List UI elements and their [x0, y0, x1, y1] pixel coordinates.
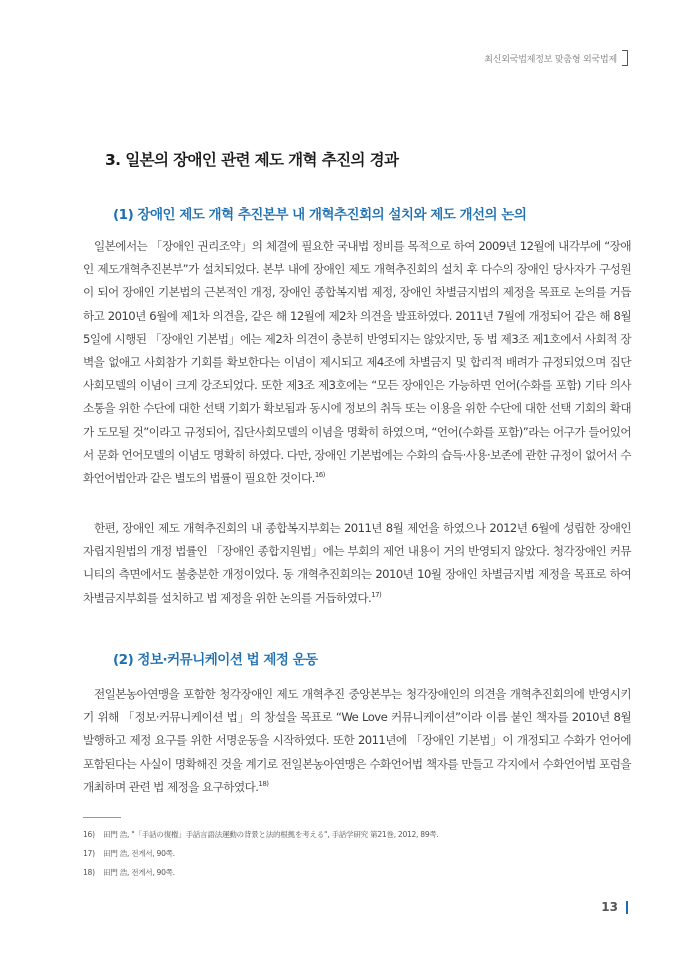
footnote-number: 17) — [83, 849, 95, 858]
page-number — [601, 900, 628, 914]
footnote-divider — [83, 817, 121, 818]
paragraph-3 — [83, 683, 631, 799]
header-bracket-mark — [622, 50, 628, 66]
section-title: 3. 일본의 장애인 관련 제도 개혁 추진의 경과 — [105, 151, 399, 169]
paragraph-2-text: 한편, 장애인 제도 개혁추진회의 내 종합복지부회는 2011년 8월 제언을 하였으나 2012년 6월에 성립한 장애인 자립지원법의 개정 법률인 「장애인 종합지원법」에는 부회의 제언 내용이 거의 반영되지 않았다. 청각장애인 커뮤니티의 측면에서도 불충분한 개정이었다. 동 개혁추진회의는 2010년 10월 장애인 차별금지법 제정을 목표로 하여 차별금지부회를 설치하고 법 제정을 위한 논의를 거듭하였다. — [83, 521, 631, 605]
footnote-number: 16) — [83, 830, 95, 839]
footnote-18 — [83, 863, 631, 882]
footnote-number: 18) — [83, 868, 95, 877]
footnote-text: 田門 浩, "「手話の復権」手話言語法運動の背景と法的根拠を考える", 手話学研究 第21巻, 2012, 89쪽. — [103, 830, 439, 839]
running-header — [484, 50, 628, 66]
footnote-text: 田門 浩, 전게서, 90쪽. — [103, 849, 175, 858]
footnote-16 — [83, 825, 631, 844]
paragraph-3-text: 전일본농아연맹을 포함한 청각장애인 제도 개혁추진 중앙본부는 청각장애인의 의견을 개혁추진회의에 반영시키기 위해 「정보·커뮤니케이션 법」의 창설을 목표로 “We Love 커뮤니케이션”이라 이름 붙인 책자를 2010년 8월 발행하고 제정 요구를 위한 서명운동을 시작하였다. 또한 2011년에 「장애인 기본법」이 개정되고 수화가 언어에 포함된다는 사실이 명확해진 것을 계기로 전일본농아연맹은 수화언어법 책자를 만들고 각지에서 수화언어법 포럼을 개최하며 관련 법 제정을 요구하였다. — [83, 687, 631, 794]
footnote-17 — [83, 844, 631, 863]
running-header-title: 최신외국법제정보 맞춤형 외국법제 — [484, 54, 617, 65]
footnote-ref-16[interactable]: 16) — [314, 471, 325, 480]
page-number-value: 13 — [601, 900, 618, 914]
paragraph-2 — [83, 517, 631, 610]
paragraph-1-text: 일본에서는 「장애인 권리조약」의 체결에 필요한 국내법 정비를 목적으로 하여 2009년 12월에 내각부에 “장애인 제도개혁추진본부”가 설치되었다. 본부 내에 장애인 제도 개혁추진회의 설치 후 다수의 장애인 당사자가 구성원이 되어 장애인 기본법의 근본적인 개정, 장애인 종합복지법 제정, 장애인 차별금지법의 제정을 목표로 논의를 거듭하고 2010년 6월에 제1차 의견을, 같은 해 12월에 제2차 의견을 발표하였다. 2011년 7월에 개정되어 같은 해 8월 5일에 시행된 「장애인 기본법」에는 제2차 의견이 충분히 반영되지는 않았지만, 동 법 제3조 제1호에서 사회적 장벽을 없애고 사회참가 기회를 확보한다는 이념이 제시되고 제4조에 차별금지 및 합리적 배려가 규정되었으며 집단사회모델의 이념이 크게 강조되었다. 또한 제3조 제3호에는 “모든 장애인은 가능하면 언어(수화를 포함) 기타 의사소통을 위한 수단에 대한 선택 기회가 확보됨과 동시에 정보의 취득 또는 이용을 위한 수단에 대한 선택 기회의 확대가 도모될 것”이라고 규정되어, 집단사회모델의 이념을 명확히 하였으며, “언어(수화를 포함)”라는 어구가 들어있어서 문화 언어모델의 이념도 명확히 하였다. 다만, 장애인 기본법에는 수화의 습득·사용·보존에 관한 규정이 없어서 수화언어법안과 같은 별도의 법률이 필요한 것이다. — [83, 239, 631, 486]
page-number-bar — [626, 901, 628, 914]
footnote-text: 田門 浩, 전게서, 90쪽. — [103, 868, 175, 877]
footnote-ref-18[interactable]: 18) — [258, 779, 269, 788]
subsection-heading-2: (2) 정보·커뮤니케이션 법 제정 운동 — [113, 652, 318, 668]
footnotes — [83, 825, 631, 882]
subsection-heading-1: (1) 장애인 제도 개혁 추진본부 내 개혁추진회의 설치와 제도 개선의 논의 — [113, 207, 527, 223]
footnote-ref-17[interactable]: 17) — [371, 590, 382, 599]
paragraph-1 — [83, 235, 631, 490]
